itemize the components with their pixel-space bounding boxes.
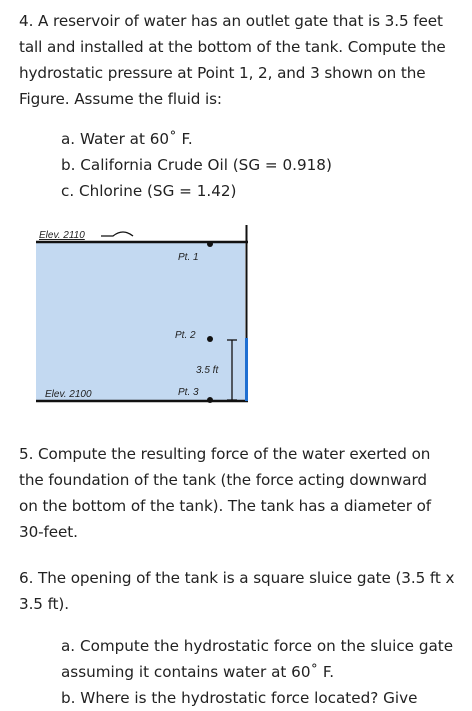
- question-5-line-1: 5. Compute the resulting force of the water exerted on: [19, 445, 431, 463]
- question-4-line-1: 4. A reservoir of water has an outlet gate that is 3.5 feet: [19, 12, 443, 30]
- option-b: b. California Crude Oil (SG = 0.918): [61, 156, 332, 174]
- question-6-line-1: 6. The opening of the tank is a square sluice gate (3.5 ft x: [19, 569, 455, 587]
- point-1-label: Pt. 1: [178, 252, 199, 263]
- question-4: [19, 8, 459, 112]
- question-5-line-4: 30-feet.: [19, 523, 78, 541]
- question-6-option-a-line-1: a. Compute the hydrostatic force on the sluice gate: [61, 637, 454, 655]
- point-3-dot: [207, 397, 213, 403]
- elev-top-label: Elev. 2110: [39, 230, 85, 241]
- question-4-line-4: Figure. Assume the fluid is:: [19, 90, 222, 108]
- question-6-option-a-line-2: assuming it contains water at 60˚ F.: [61, 663, 335, 681]
- elev-bottom-label: Elev. 2100: [45, 389, 92, 400]
- question-5-line-3: on the bottom of the tank). The tank has a diameter of: [19, 497, 432, 515]
- question-5: [19, 441, 459, 545]
- question-4-line-3: hydrostatic pressure at Point 1, 2, and 3 shown on the: [19, 64, 426, 82]
- option-a: a. Water at 60˚ F.: [61, 130, 193, 148]
- point-1-dot: [207, 241, 213, 247]
- question-4-options: [61, 126, 332, 204]
- question-6-options: [61, 633, 461, 707]
- question-6-line-2: 3.5 ft).: [19, 595, 69, 613]
- reservoir-figure: [35, 222, 261, 410]
- question-5-line-2: the foundation of the tank (the force acting downward: [19, 471, 427, 489]
- point-2-dot: [207, 336, 213, 342]
- question-6: [19, 565, 459, 617]
- question-4-line-2: tall and installed at the bottom of the tank. Compute the: [19, 38, 446, 56]
- option-c: c. Chlorine (SG = 1.42): [61, 182, 237, 200]
- elev-top-marker: [101, 232, 133, 236]
- point-2-label: Pt. 2: [175, 330, 196, 341]
- point-3-label: Pt. 3: [178, 387, 199, 398]
- gate-dimension-label: 3.5 ft: [196, 365, 219, 376]
- question-6-option-b: b. Where is the hydrostatic force located? Give: [61, 689, 418, 707]
- water-body: [36, 242, 245, 401]
